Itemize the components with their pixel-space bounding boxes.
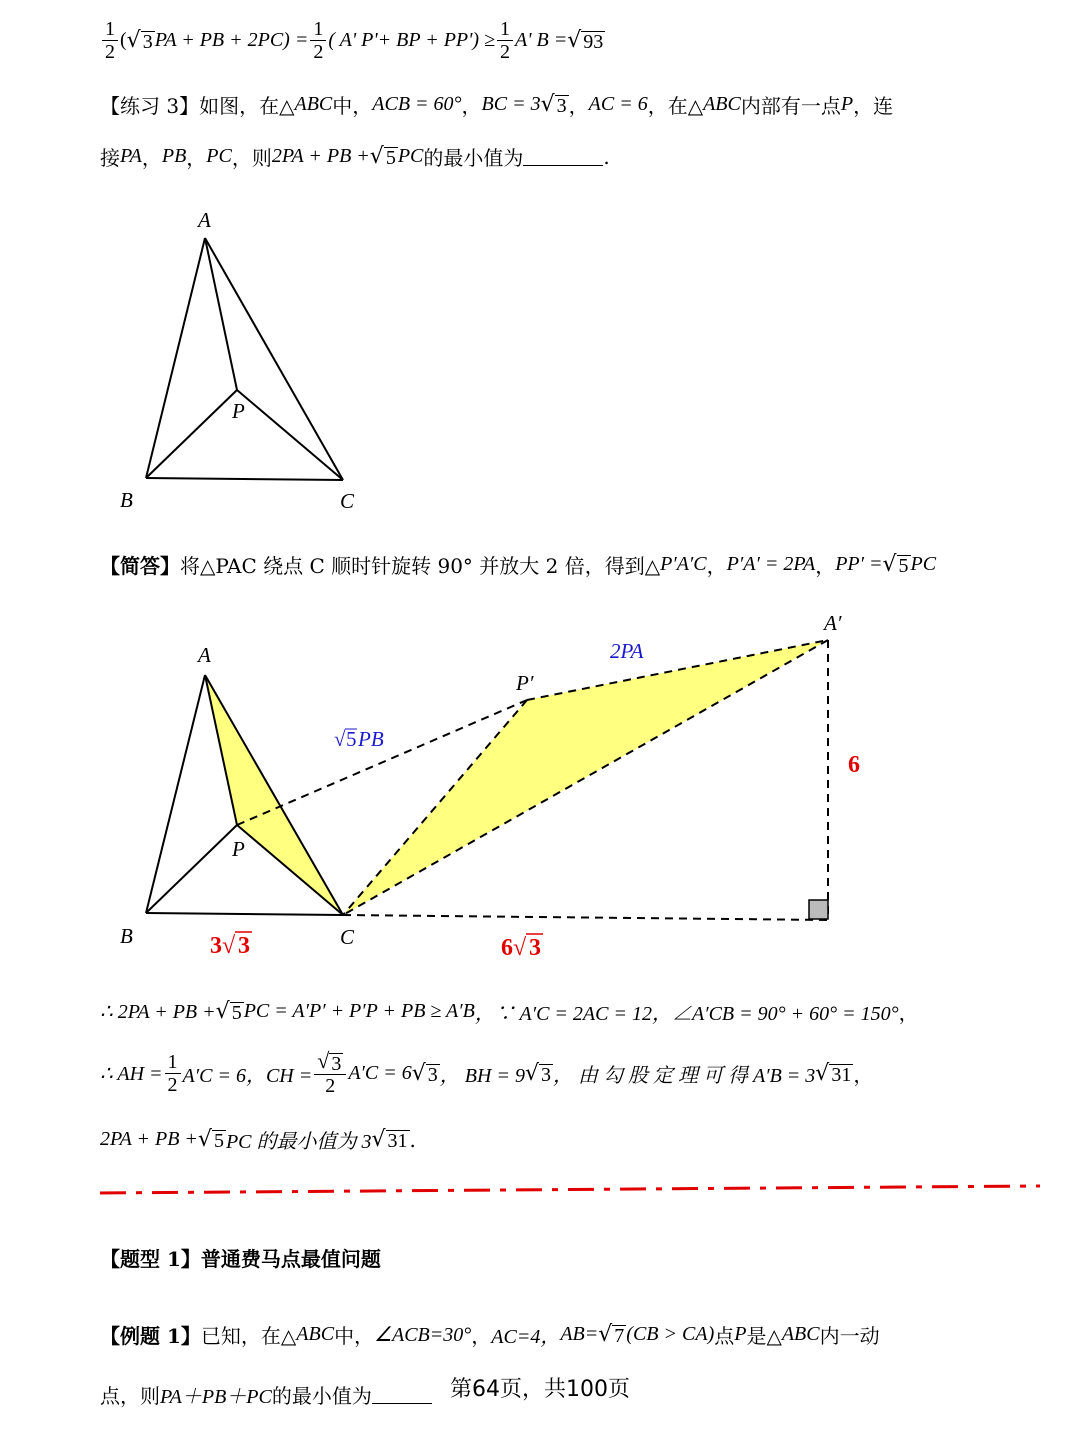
answer-label: 【简答】 <box>100 554 180 578</box>
label-33-rad: √ <box>222 933 236 959</box>
label-63-b: 3 <box>529 935 541 961</box>
section-heading: 【题型 1】 普通费马点最值问题 <box>100 1247 381 1271</box>
label-b: B <box>120 488 133 512</box>
fraction-half-3: $\frac{1}{2}$ <box>497 18 513 63</box>
solution-line-1: ∴ 2PA + PB + √ 5 PC = A′P′ + P′P + PB ≥ A′B ，∵ A′C = 2AC = 12 ，∠A′CB = 90° + 60° = 150° ， <box>100 999 919 1025</box>
page-footer: 第64页，共100页 <box>450 1377 630 1402</box>
sqrt-3: √ 3 <box>126 28 153 53</box>
label2-pprime: P′ <box>516 671 534 695</box>
exercise-3-line-2: 接 PA ， PB ， PC ，则 2PA + PB + √ 5 PC 的最小值为 . <box>100 144 610 170</box>
label-p: P <box>232 399 245 423</box>
label-33-a: 3 <box>210 933 222 959</box>
sqrt-93: √ 93 <box>567 28 604 53</box>
label-2pa: 2PA <box>610 639 644 663</box>
formula-line-1: $\frac{1}{2}$ ( √ 3 PA + PB + 2PC) = $\frac{1}{2}$ ( A' P'+ BP + PP') ≥ $\frac{1}{2}$ A' B = √ 93 <box>100 18 605 63</box>
fraction-half: $\frac{1}{2}$ <box>102 18 118 63</box>
label-33-b: 3 <box>238 933 250 959</box>
label-6: 6 <box>848 752 860 778</box>
label-63-a: 6 <box>501 935 513 961</box>
solution-line-2: ∴ AH = $\frac{1}{2}$ A′C = 6，CH = √ 3 2 A′C = 6 √ 3 ， BH = 9 √ 3 ， 由 勾 股 定 理 可 得 A′B = 3 √ 31 ， <box>100 1048 874 1097</box>
exercise-label: 【练习 3】 <box>100 94 200 118</box>
label-5: 5 <box>346 727 357 751</box>
label2-a: A <box>198 643 211 667</box>
label2-p: P <box>232 837 245 861</box>
solution-line-3: 2PA + PB + √ 5 PC 的最小值为 3 √ 31 . <box>100 1127 416 1153</box>
example-1-line-1: 【例题 1】 已知，在△ ABC 中， ∠ACB=30° ， AC=4， AB= √ 7 (CB > CA) 点 P 是△ ABC 内一动 <box>100 1322 880 1348</box>
answer-line: 【简答】 将△PAC 绕点 C 顺时针旋转 90° 并放大 2 倍，得到△ P′A′C ， P′A′ = 2PA ， PP′ = √ 5 PC <box>100 552 937 578</box>
example-1-line-2: 点，则 PA＋PB＋PC 的最小值为 <box>100 1380 432 1409</box>
label-c: C <box>340 489 355 513</box>
label-pb: PB <box>358 727 384 751</box>
label2-b: B <box>120 924 133 948</box>
label-63-rad: √ <box>513 935 527 961</box>
label2-aprime: A′ <box>824 611 842 635</box>
fraction-half-2: $\frac{1}{2}$ <box>310 18 326 63</box>
exercise-3-line-1: 【练习 3】 如图，在△ ABC 中， ACB = 60° ， BC = 3 √ 3 ， AC = 6 ，在△ ABC 内部有一点 P ，连 <box>100 92 894 118</box>
label-sqrt-sign: √ <box>334 727 346 751</box>
label-a: A <box>198 208 211 232</box>
label2-c: C <box>340 925 355 949</box>
